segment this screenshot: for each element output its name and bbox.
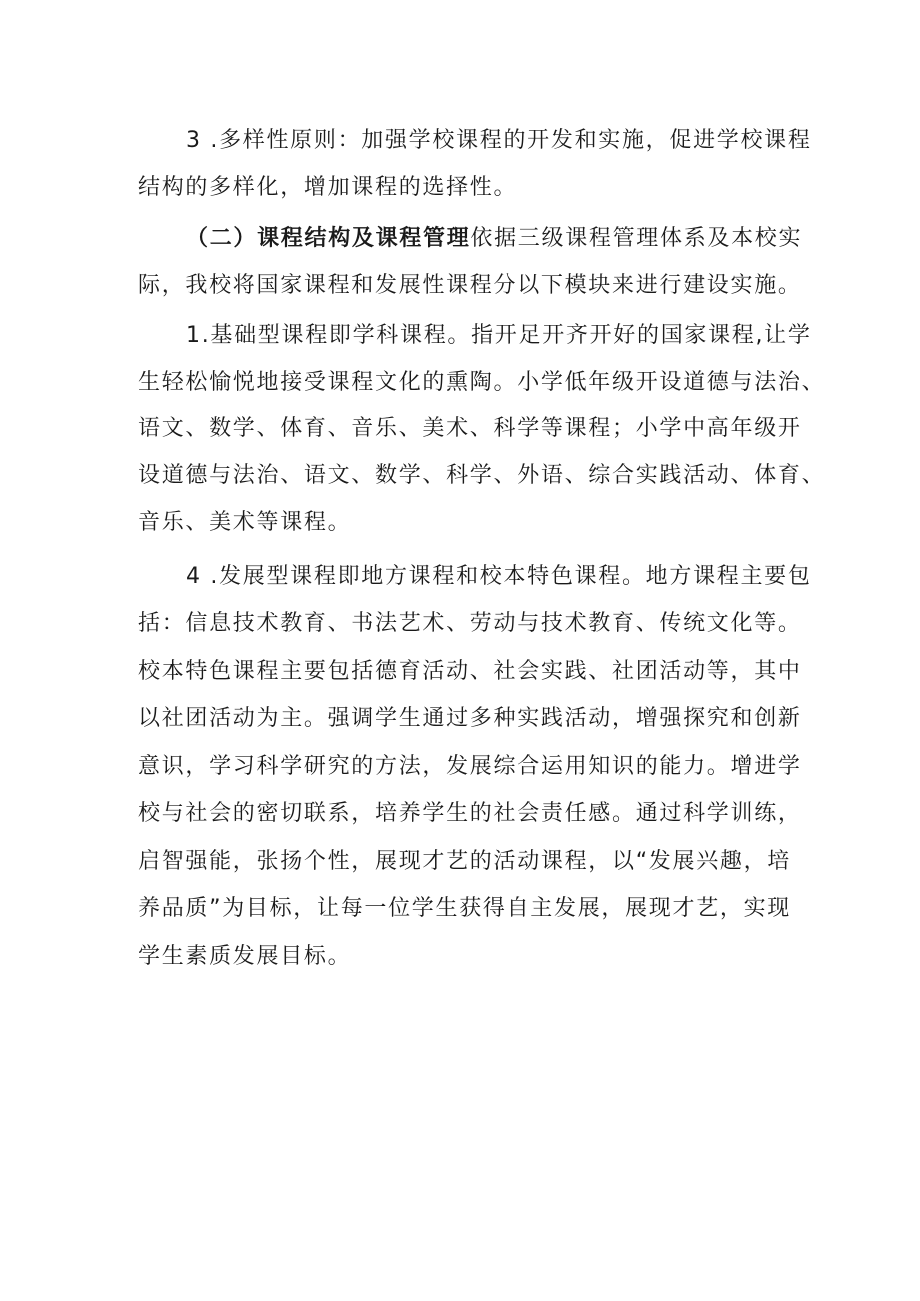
paragraph-line: 意识，学习科学研究的方法，发展综合运用知识的能力。增进学 bbox=[138, 754, 802, 779]
paragraph-line: 音乐、美术等课程。 bbox=[138, 510, 352, 535]
paragraph-line: 设道德与法治、语文、数学、科学、外语、综合实践活动、体育、 bbox=[138, 463, 826, 488]
paragraph-line: 养品质”为目标，让每一位学生获得自主发展，展现才艺，实现 bbox=[138, 896, 791, 921]
paragraph-line: 3 .多样性原则：加强学校课程的开发和实施，促进学校课程 bbox=[186, 128, 812, 153]
paragraph-line: 生轻松愉悦地接受课程文化的熏陶。小学低年级开设道德与法治、 bbox=[138, 370, 826, 395]
paragraph-line: 结构的多样化，增加课程的选择性。 bbox=[138, 175, 518, 200]
section-heading: （二）课程结构及课程管理 bbox=[186, 226, 471, 251]
paragraph-line: 括：信息技术教育、书法艺术、劳动与技术教育、传统文化等。 bbox=[138, 611, 802, 636]
paragraph-line: 4 .发展型课程即地方课程和校本特色课程。地方课程主要包 bbox=[186, 564, 812, 589]
paragraph-line: 校与社会的密切联系，培养学生的社会责任感。通过科学训练， bbox=[138, 801, 802, 826]
paragraph-line: 1.基础型课程即学科课程。指开足开齐开好的国家课程,让学 bbox=[186, 323, 812, 348]
paragraph-line: 校本特色课程主要包括德育活动、社会实践、社团活动等，其中 bbox=[138, 659, 802, 684]
paragraph-text: 依据三级课程管理体系及本校实 bbox=[470, 226, 803, 251]
paragraph-line: 学生素质发展目标。 bbox=[138, 944, 352, 969]
section-heading-line bbox=[186, 223, 802, 255]
paragraph-line: 语文、数学、体育、音乐、美术、科学等课程；小学中高年级开 bbox=[138, 416, 802, 441]
paragraph-line: 启智强能，张扬个性，展现才艺的活动课程，以“发展兴趣，培 bbox=[138, 849, 791, 874]
paragraph-line: 以社团活动为主。强调学生通过多种实践活动，增强探究和创新 bbox=[138, 706, 802, 731]
paragraph-line: 际，我校将国家课程和发展性课程分以下模块来进行建设实施。 bbox=[138, 273, 802, 298]
